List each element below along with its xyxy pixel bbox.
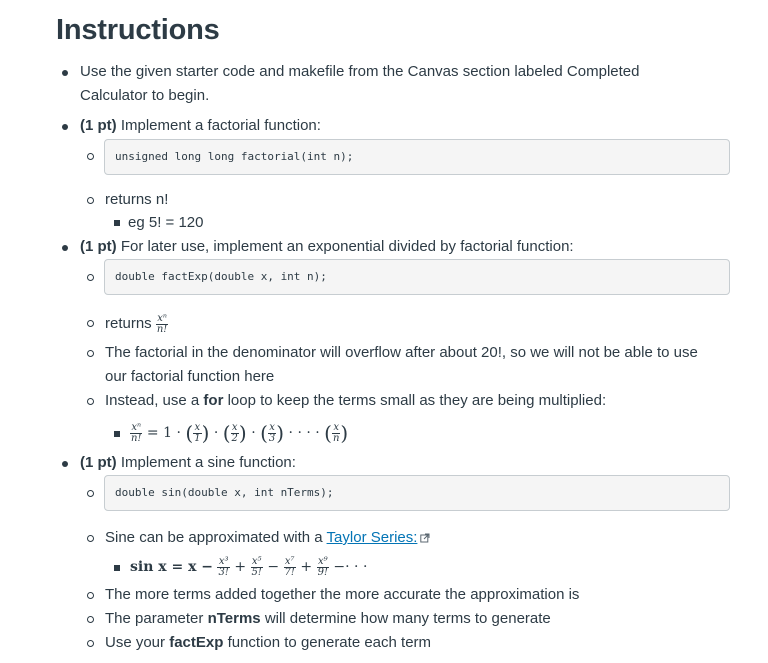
- bullet-circle: [87, 398, 94, 405]
- taylor-series-link[interactable]: Taylor Series:: [326, 529, 418, 546]
- bullet-disc: [62, 124, 68, 130]
- bullet-circle: [87, 640, 94, 647]
- overflow-note: The factorial in the denominator will overflow after about 20!, so we will not be able to use: [105, 344, 698, 361]
- for-keyword: for: [203, 392, 224, 409]
- factexp-usage-note: Use your factExp function to generate each term: [105, 634, 432, 651]
- bullet-circle: [87, 320, 94, 327]
- factorial-returns: returns n!: [105, 191, 169, 208]
- product-formula: $\frac{\text{xⁿ}}{n!}$ = 1 · ( $\frac{x}{1}$ ) · ( $\frac{x}{2}$ ) · ( $\frac{x}{3}$ ) · · · · ( $\frac{x}{n}$ ): [131, 421, 349, 445]
- overflow-note-cont: our factorial function here: [105, 368, 275, 385]
- factorial-heading: [80, 116, 321, 136]
- factexp-code-block: double factExp(double x, int n);: [104, 259, 730, 295]
- nterms-keyword: nTerms: [207, 610, 261, 627]
- bullet-circle: [87, 274, 94, 281]
- intro-text: Use the given starter code and makefile from the Canvas section labeled Completed: [80, 63, 640, 80]
- xn-over-nfact: $\frac{\text{xⁿ}}{n!}$: [156, 312, 168, 335]
- factexp-keyword: factExp: [169, 634, 224, 651]
- points-label: (1 pt): [80, 454, 117, 471]
- bullet-disc: [62, 245, 68, 251]
- factexp-desc: For later use, implement an exponential divided by factorial function:: [120, 238, 574, 255]
- intro-text-cont: Calculator to begin.: [80, 87, 210, 104]
- bullet-circle: [87, 535, 94, 542]
- sine-desc: Implement a sine function:: [120, 454, 296, 471]
- external-link-icon: [420, 533, 430, 543]
- sine-heading: [80, 453, 296, 473]
- points-label: (1 pt): [80, 117, 117, 134]
- bullet-square: [114, 220, 120, 226]
- bullet-circle: [87, 350, 94, 357]
- page-title: Instructions: [56, 14, 220, 46]
- bullet-square: [114, 565, 120, 571]
- bullet-disc: [62, 461, 68, 467]
- for-loop-note: Instead, use a for loop to keep the terms small as they are being multiplied:: [105, 392, 607, 409]
- bullet-circle: [87, 616, 94, 623]
- sine-code-block: double sin(double x, int nTerms);: [104, 475, 730, 511]
- lhs-frac: $\frac{\text{xⁿ}}{n!}$: [131, 421, 142, 444]
- bullet-circle: [87, 197, 94, 204]
- factorial-example: eg 5! = 120: [128, 214, 204, 231]
- points-label: (1 pt): [80, 238, 117, 255]
- nterms-note: The parameter nTerms will determine how many terms to generate: [105, 610, 551, 627]
- returns-label: returns: [105, 315, 152, 332]
- bullet-square: [114, 431, 120, 437]
- factorial-desc: Implement a factorial function:: [120, 117, 321, 134]
- accuracy-note: The more terms added together the more accurate the approximation is: [105, 586, 580, 603]
- bullet-circle: [87, 153, 94, 160]
- bullet-disc: [62, 70, 68, 76]
- factexp-returns: [105, 310, 168, 338]
- bullet-circle: [87, 490, 94, 497]
- factorial-code-block: unsigned long long factorial(int n);: [104, 139, 730, 175]
- taylor-note: Sine can be approximated with a Taylor Series:: [105, 528, 430, 548]
- bullet-circle: [87, 592, 94, 599]
- taylor-formula: sin x = x − $\frac{\text{x³}}{3!}$ + $\frac{\text{x⁵}}{5!}$ − $\frac{\text{x⁷}}{7!}$ + $\frac{\text{x⁹}}{9!}$ −· · ·: [130, 555, 368, 578]
- factexp-heading: [80, 237, 574, 257]
